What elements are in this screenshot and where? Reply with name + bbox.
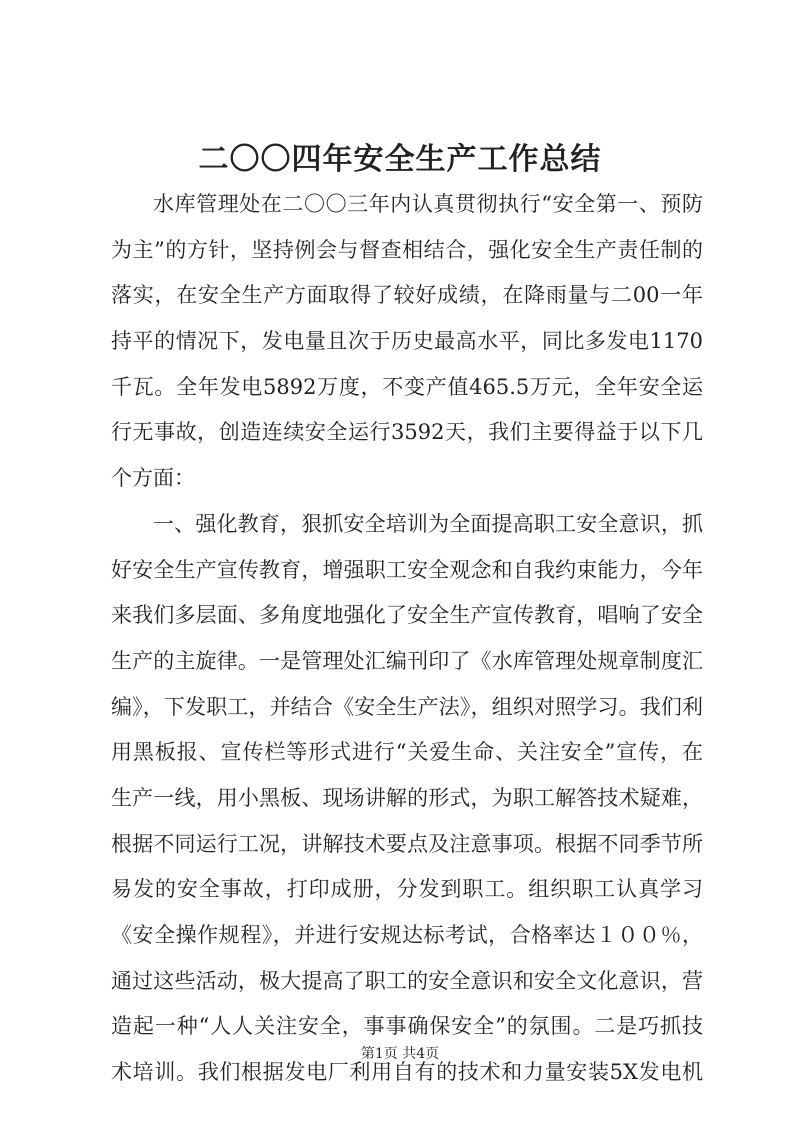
text-line: 行无事故，创造连续安全运行3592天，我们主要得益于以下几 bbox=[111, 420, 703, 445]
text-line: 造起一种“人人关注安全，事事确保安全”的氛围。二是巧抓技 bbox=[111, 1014, 703, 1039]
text-line: 为主”的方针，坚持例会与督查相结合，强化安全生产责任制的 bbox=[111, 237, 703, 262]
text-line: 水库管理处在二〇〇三年内认真贯彻执行“安全第一、预防 bbox=[153, 192, 703, 216]
text-line: 来我们多层面、多角度地强化了安全生产宣传教育，唱响了安全 bbox=[111, 603, 703, 628]
text-line: 好安全生产宣传教育，增强职工安全观念和自我约束能力，今年 bbox=[111, 557, 703, 582]
text-line: 个方面： bbox=[111, 466, 195, 491]
text-line: 一、强化教育，狠抓安全培训为全面提高职工安全意识，抓 bbox=[153, 511, 703, 536]
text-line: 通过这些活动，极大提高了职工的安全意识和安全文化意识，营 bbox=[111, 968, 703, 993]
page-number: 第1页 共4页 bbox=[360, 1046, 440, 1062]
text-line: 术培训。我们根据发电厂利用自有的技术和力量安装5X发电机 bbox=[111, 1060, 703, 1085]
text-line: 千瓦。全年发电5892万度，不变产值465.5万元，全年安全运 bbox=[111, 374, 703, 399]
text-line: 生产一线，用小黑板、现场讲解的形式，为职工解答技术疑难， bbox=[111, 785, 703, 810]
text-line: 编》，下发职工，并结合《安全生产法》，组织对照学习。我们利 bbox=[111, 694, 703, 719]
text-line: 易发的安全事故，打印成册，分发到职工。组织职工认真学习 bbox=[111, 877, 703, 902]
text-line: 生产的主旋律。一是管理处汇编刊印了《水库管理处规章制度汇 bbox=[111, 648, 703, 673]
text-line: 用黑板报、宣传栏等形式进行“关爱生命、关注安全”宣传，在 bbox=[111, 740, 703, 765]
text-line: 落实，在安全生产方面取得了较好成绩，在降雨量与二00一年 bbox=[111, 283, 703, 308]
text-line: 持平的情况下，发电量且次于历史最高水平，同比多发电1170 bbox=[111, 329, 703, 354]
text-line: 根据不同运行工况，讲解技术要点及注意事项。根据不同季节所 bbox=[111, 831, 703, 856]
document-body bbox=[111, 182, 703, 1096]
text-line: 《安全操作规程》，并进行安规达标考试，合格率达１００％， bbox=[111, 923, 703, 947]
page-title: 二〇〇四年安全生产工作总结 bbox=[198, 142, 602, 177]
